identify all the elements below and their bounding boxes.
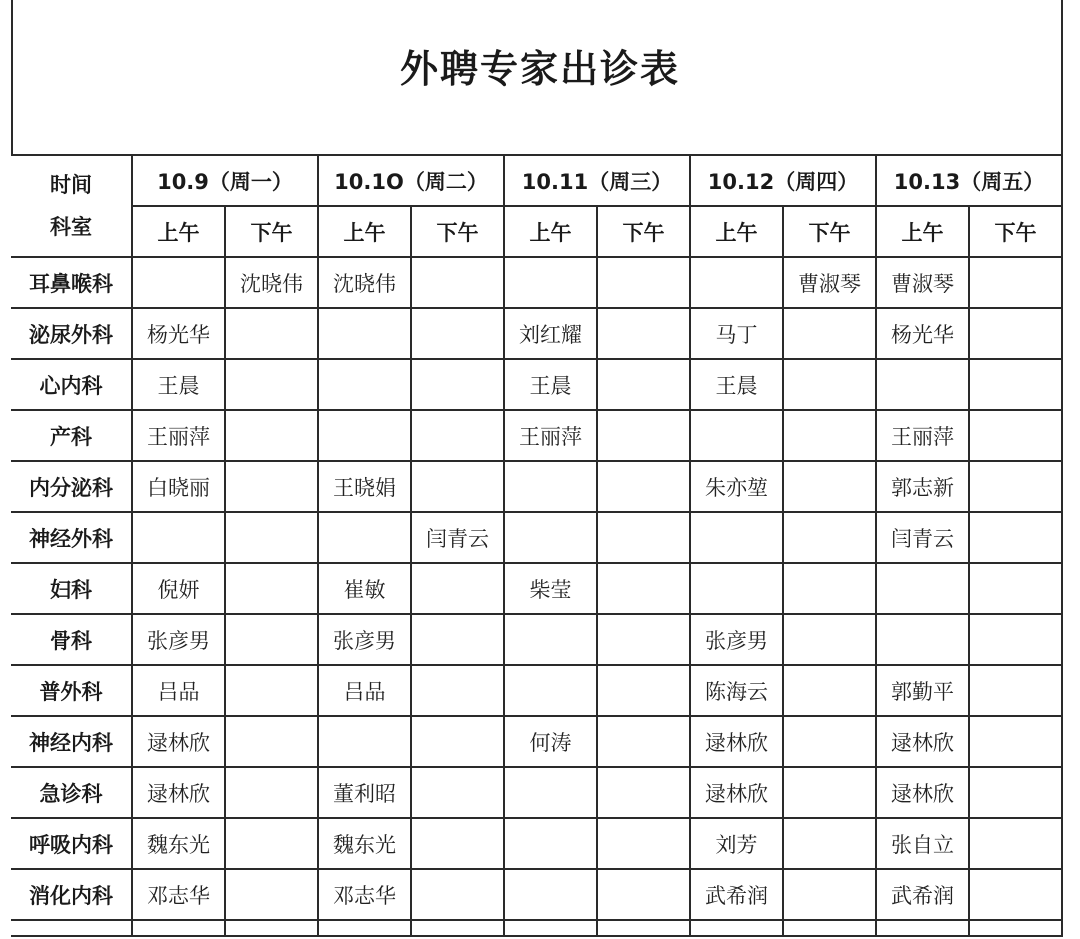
doctor-cell xyxy=(318,308,411,359)
doctor-cell: 马丁 xyxy=(690,308,783,359)
doctor-cell xyxy=(504,665,597,716)
doctor-cell xyxy=(969,665,1062,716)
department-cell: 骨科 xyxy=(11,614,132,665)
doctor-cell xyxy=(225,512,318,563)
doctor-cell xyxy=(318,716,411,767)
doctor-cell xyxy=(690,563,783,614)
half-day-header-row xyxy=(11,206,1062,257)
doctor-cell: 王晓娟 xyxy=(318,461,411,512)
doctor-cell xyxy=(783,665,876,716)
doctor-cell xyxy=(597,512,690,563)
doctor-cell: 逯林欣 xyxy=(132,716,225,767)
doctor-cell xyxy=(132,512,225,563)
doctor-cell xyxy=(318,512,411,563)
doctor-cell xyxy=(783,410,876,461)
doctor-cell xyxy=(783,563,876,614)
pm-header: 下午 xyxy=(597,206,690,257)
department-cell: 普外科 xyxy=(11,665,132,716)
doctor-cell xyxy=(783,767,876,818)
doctor-cell xyxy=(783,308,876,359)
doctor-cell xyxy=(597,563,690,614)
doctor-cell xyxy=(318,410,411,461)
doctor-cell: 魏东光 xyxy=(132,818,225,869)
doctor-cell: 魏东光 xyxy=(318,818,411,869)
am-header: 上午 xyxy=(504,206,597,257)
doctor-cell: 闫青云 xyxy=(876,512,969,563)
doctor-cell xyxy=(969,308,1062,359)
doctor-cell: 张彦男 xyxy=(318,614,411,665)
doctor-cell xyxy=(783,716,876,767)
doctor-cell xyxy=(597,818,690,869)
doctor-cell xyxy=(225,665,318,716)
empty-cell xyxy=(11,920,132,936)
doctor-cell xyxy=(411,410,504,461)
day-header: 10.12（周四） xyxy=(690,155,876,206)
doctor-cell xyxy=(318,359,411,410)
table-row xyxy=(11,308,1062,359)
pm-header: 下午 xyxy=(783,206,876,257)
doctor-cell: 武希润 xyxy=(690,869,783,920)
department-cell: 神经外科 xyxy=(11,512,132,563)
doctor-cell: 王丽萍 xyxy=(876,410,969,461)
doctor-cell xyxy=(783,818,876,869)
doctor-cell xyxy=(411,665,504,716)
doctor-cell: 刘红耀 xyxy=(504,308,597,359)
doctor-cell: 逯林欣 xyxy=(876,716,969,767)
table-row xyxy=(11,359,1062,410)
doctor-cell: 郭志新 xyxy=(876,461,969,512)
doctor-cell xyxy=(597,665,690,716)
doctor-cell xyxy=(504,869,597,920)
department-cell: 妇科 xyxy=(11,563,132,614)
doctor-cell xyxy=(225,767,318,818)
doctor-cell: 沈晓伟 xyxy=(318,257,411,308)
department-cell: 神经内科 xyxy=(11,716,132,767)
doctor-cell xyxy=(225,563,318,614)
empty-cell xyxy=(876,920,969,936)
empty-cell xyxy=(225,920,318,936)
doctor-cell xyxy=(225,308,318,359)
doctor-cell xyxy=(876,614,969,665)
doctor-cell: 逯林欣 xyxy=(132,767,225,818)
doctor-cell: 吕品 xyxy=(132,665,225,716)
doctor-cell: 闫青云 xyxy=(411,512,504,563)
table-row xyxy=(11,818,1062,869)
doctor-cell xyxy=(597,410,690,461)
doctor-cell xyxy=(411,359,504,410)
day-header: 10.13（周五） xyxy=(876,155,1062,206)
doctor-cell xyxy=(783,614,876,665)
doctor-cell xyxy=(504,257,597,308)
doctor-cell xyxy=(969,257,1062,308)
doctor-cell: 邓志华 xyxy=(318,869,411,920)
doctor-cell: 郭勤平 xyxy=(876,665,969,716)
doctor-cell xyxy=(411,563,504,614)
doctor-cell: 王晨 xyxy=(504,359,597,410)
doctor-cell: 杨光华 xyxy=(876,308,969,359)
doctor-cell xyxy=(411,767,504,818)
doctor-cell: 王晨 xyxy=(690,359,783,410)
table-row xyxy=(11,614,1062,665)
empty-cell xyxy=(597,920,690,936)
doctor-cell xyxy=(969,716,1062,767)
doctor-cell xyxy=(225,359,318,410)
doctor-cell xyxy=(783,512,876,563)
department-cell: 心内科 xyxy=(11,359,132,410)
doctor-cell xyxy=(225,614,318,665)
doctor-cell: 张自立 xyxy=(876,818,969,869)
doctor-cell: 朱亦堃 xyxy=(690,461,783,512)
department-cell: 耳鼻喉科 xyxy=(11,257,132,308)
table-row xyxy=(11,410,1062,461)
doctor-cell: 倪妍 xyxy=(132,563,225,614)
day-header: 10.9（周一） xyxy=(132,155,318,206)
doctor-cell: 王晨 xyxy=(132,359,225,410)
am-header: 上午 xyxy=(876,206,969,257)
partial-empty-row xyxy=(11,920,1062,936)
doctor-cell xyxy=(876,359,969,410)
pm-header: 下午 xyxy=(225,206,318,257)
doctor-cell xyxy=(690,257,783,308)
doctor-cell xyxy=(969,461,1062,512)
doctor-cell: 何涛 xyxy=(504,716,597,767)
doctor-cell xyxy=(504,818,597,869)
doctor-cell: 杨光华 xyxy=(132,308,225,359)
doctor-cell xyxy=(597,308,690,359)
doctor-cell xyxy=(969,818,1062,869)
department-cell: 产科 xyxy=(11,410,132,461)
doctor-cell xyxy=(225,716,318,767)
doctor-cell xyxy=(969,614,1062,665)
doctor-cell xyxy=(411,716,504,767)
doctor-cell xyxy=(411,308,504,359)
doctor-cell: 逯林欣 xyxy=(876,767,969,818)
doctor-cell xyxy=(225,869,318,920)
doctor-cell: 曹淑琴 xyxy=(783,257,876,308)
doctor-cell xyxy=(504,767,597,818)
doctor-cell: 逯林欣 xyxy=(690,716,783,767)
doctor-cell xyxy=(969,869,1062,920)
doctor-cell: 邓志华 xyxy=(132,869,225,920)
doctor-cell xyxy=(597,359,690,410)
table-row xyxy=(11,257,1062,308)
empty-cell xyxy=(504,920,597,936)
doctor-cell xyxy=(969,359,1062,410)
corner-dept-label: 科室 xyxy=(50,215,92,239)
doctor-cell xyxy=(132,257,225,308)
schedule-body xyxy=(11,257,1062,936)
empty-cell xyxy=(783,920,876,936)
table-row xyxy=(11,716,1062,767)
doctor-cell xyxy=(411,461,504,512)
empty-cell xyxy=(318,920,411,936)
doctor-cell: 王丽萍 xyxy=(504,410,597,461)
table-row xyxy=(11,665,1062,716)
doctor-cell: 王丽萍 xyxy=(132,410,225,461)
am-header: 上午 xyxy=(690,206,783,257)
doctor-cell: 吕品 xyxy=(318,665,411,716)
doctor-cell xyxy=(504,614,597,665)
doctor-cell xyxy=(969,410,1062,461)
doctor-cell xyxy=(225,410,318,461)
doctor-cell xyxy=(690,410,783,461)
table-row xyxy=(11,461,1062,512)
doctor-cell xyxy=(411,818,504,869)
doctor-cell xyxy=(783,869,876,920)
corner-header-cell xyxy=(11,155,132,257)
doctor-cell xyxy=(969,767,1062,818)
doctor-cell: 柴莹 xyxy=(504,563,597,614)
page-title: 外聘专家出诊表 xyxy=(399,47,680,91)
doctor-cell: 张彦男 xyxy=(690,614,783,665)
doctor-cell xyxy=(504,512,597,563)
doctor-cell: 武希润 xyxy=(876,869,969,920)
table-row xyxy=(11,563,1062,614)
department-cell: 呼吸内科 xyxy=(11,818,132,869)
empty-cell xyxy=(690,920,783,936)
table-row xyxy=(11,869,1062,920)
doctor-cell xyxy=(597,767,690,818)
clinic-schedule-table xyxy=(11,154,1063,937)
doctor-cell xyxy=(225,818,318,869)
department-cell: 急诊科 xyxy=(11,767,132,818)
doctor-cell: 曹淑琴 xyxy=(876,257,969,308)
doctor-cell xyxy=(876,563,969,614)
day-header: 10.11（周三） xyxy=(504,155,690,206)
doctor-cell: 刘芳 xyxy=(690,818,783,869)
doctor-cell: 董利昭 xyxy=(318,767,411,818)
empty-cell xyxy=(132,920,225,936)
empty-cell xyxy=(969,920,1062,936)
doctor-cell: 崔敏 xyxy=(318,563,411,614)
doctor-cell xyxy=(411,869,504,920)
table-row xyxy=(11,767,1062,818)
doctor-cell xyxy=(969,512,1062,563)
department-cell: 消化内科 xyxy=(11,869,132,920)
department-cell: 内分泌科 xyxy=(11,461,132,512)
doctor-cell xyxy=(225,461,318,512)
doctor-cell: 白晓丽 xyxy=(132,461,225,512)
doctor-cell xyxy=(690,512,783,563)
doctor-cell xyxy=(597,716,690,767)
empty-cell xyxy=(411,920,504,936)
doctor-cell xyxy=(597,257,690,308)
doctor-cell xyxy=(411,614,504,665)
doctor-cell xyxy=(783,359,876,410)
pm-header: 下午 xyxy=(969,206,1062,257)
doctor-cell xyxy=(597,461,690,512)
doctor-cell xyxy=(597,869,690,920)
am-header: 上午 xyxy=(318,206,411,257)
doctor-cell xyxy=(411,257,504,308)
doctor-cell: 沈晓伟 xyxy=(225,257,318,308)
am-header: 上午 xyxy=(132,206,225,257)
doctor-cell: 逯林欣 xyxy=(690,767,783,818)
corner-time-label: 时间 xyxy=(50,173,92,197)
doctor-cell xyxy=(969,563,1062,614)
department-cell: 泌尿外科 xyxy=(11,308,132,359)
doctor-cell: 张彦男 xyxy=(132,614,225,665)
day-header: 10.1O（周二） xyxy=(318,155,504,206)
doctor-cell xyxy=(783,461,876,512)
doctor-cell xyxy=(597,614,690,665)
doctor-cell xyxy=(504,461,597,512)
table-row xyxy=(11,512,1062,563)
doctor-cell: 陈海云 xyxy=(690,665,783,716)
day-header-row xyxy=(11,155,1062,206)
pm-header: 下午 xyxy=(411,206,504,257)
